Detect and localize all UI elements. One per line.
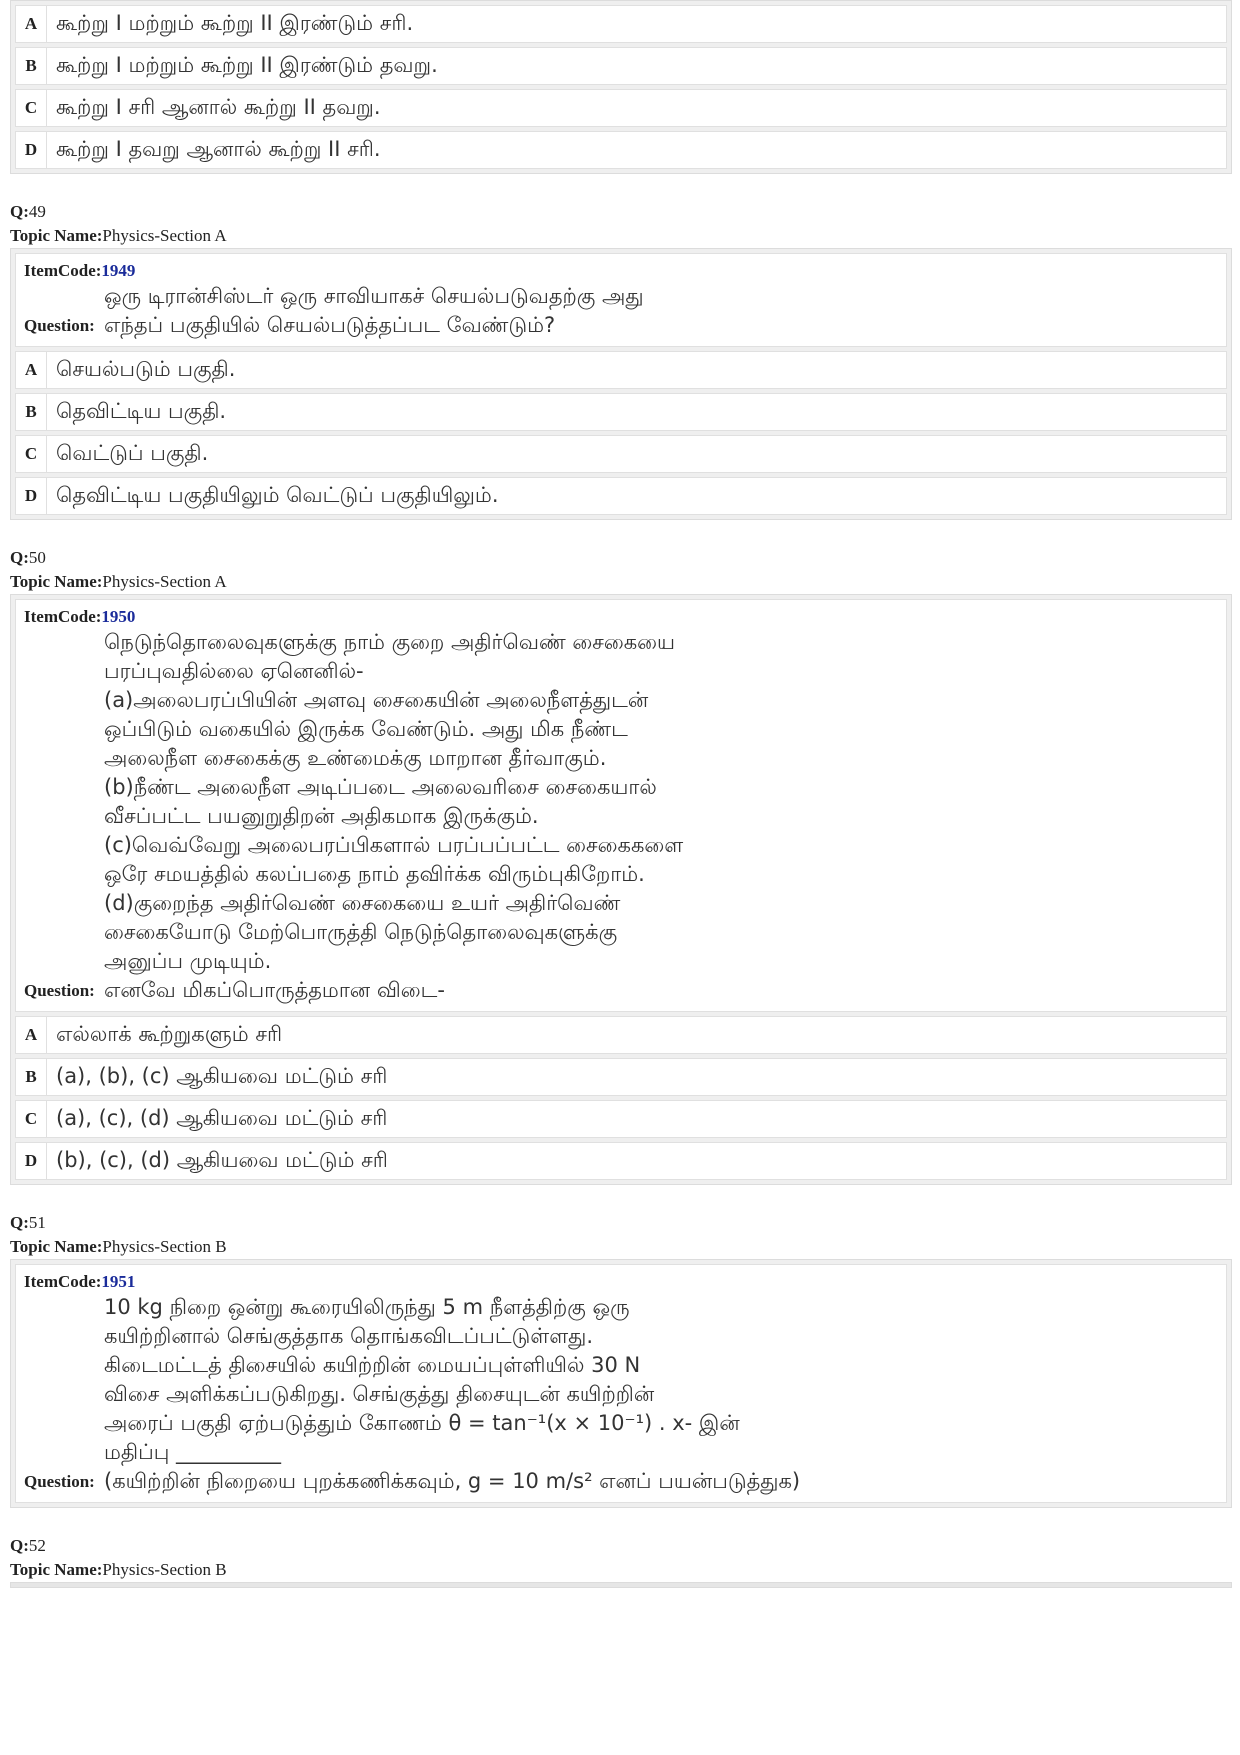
- question-panel: [10, 594, 1232, 1185]
- section-divider: [10, 1582, 1232, 1588]
- option-text: (b), (c), (d) ஆகியவை மட்டும் சரி: [56, 1147, 388, 1172]
- option-c[interactable]: [15, 1100, 1227, 1138]
- option-letter: D: [16, 132, 47, 168]
- question-panel: [10, 248, 1232, 520]
- option-b[interactable]: [15, 1058, 1227, 1096]
- option-b[interactable]: [15, 393, 1227, 431]
- option-letter: C: [16, 1101, 47, 1137]
- option-a[interactable]: [15, 351, 1227, 389]
- option-letter: D: [16, 1143, 47, 1179]
- question-box: [15, 599, 1227, 1012]
- option-text: கூற்று I சரி ஆனால் கூற்று II தவறு.: [56, 94, 381, 119]
- topic-name: Topic Name:Physics-Section B: [10, 1237, 227, 1256]
- question-number: Q:49: [10, 202, 46, 221]
- option-a[interactable]: [15, 1016, 1227, 1054]
- option-text: (a), (c), (d) ஆகியவை மட்டும் சரி: [56, 1105, 388, 1130]
- option-text: தெவிட்டிய பகுதி.: [56, 398, 227, 423]
- prev-question-options: [10, 0, 1232, 174]
- option-d[interactable]: [15, 477, 1227, 515]
- question-number: Q:52: [10, 1536, 46, 1555]
- option-text: (a), (b), (c) ஆகியவை மட்டும் சரி: [56, 1063, 388, 1088]
- question-label: Question:: [24, 981, 95, 1000]
- question-text: 10 kg நிறை ஒன்று கூரையிலிருந்து 5 m நீளத்திற்கு ஒரு கயிற்றினால் செங்குத்தாக தொங்கவிடப்பட்டுள்ளது. கிடைமட்டத் திசையில் கயிற்றின் மையப்புள்ளியில் 30 N விசை அளிக்கப்படுகிறது. செங்குத்து திசையுடன் கயிற்றின் அரைப் பகுதி ஏற்படுத்தும் கோணம் θ = tan⁻¹(x × 10⁻¹) . x- இன் மதிப்பு __________ (கயிற்றின் நிறையை புறக்கணிக்கவும், g = 10 m/s² எனப் பயன்படுத்துக): [104, 1295, 801, 1493]
- question-text: ஒரு டிரான்சிஸ்டர் ஒரு சாவியாகச் செயல்படுவதற்கு அது எந்தப் பகுதியில் செயல்படுத்தப்பட வேண்டும்?: [104, 284, 644, 337]
- question-panel: [10, 1259, 1232, 1508]
- question-label: Question:: [24, 1472, 95, 1491]
- item-code: ItemCode:1951: [24, 1272, 136, 1291]
- option-text: வெட்டுப் பகுதி.: [56, 440, 209, 465]
- page: [10, 0, 1232, 1588]
- option-b[interactable]: [15, 47, 1227, 85]
- topic-name: Topic Name:Physics-Section A: [10, 572, 227, 591]
- option-letter: C: [16, 90, 47, 126]
- question-box: [15, 253, 1227, 347]
- option-text: கூற்று I மற்றும் கூற்று II இரண்டும் தவறு.: [56, 52, 438, 77]
- topic-name: Topic Name:Physics-Section B: [10, 1560, 227, 1579]
- option-letter: B: [16, 48, 47, 84]
- option-text: எல்லாக் கூற்றுகளும் சரி: [56, 1021, 283, 1046]
- option-letter: A: [16, 1017, 47, 1053]
- option-c[interactable]: [15, 435, 1227, 473]
- question-text: நெடுந்தொலைவுகளுக்கு நாம் குறை அதிர்வெண் சைகையை பரப்புவதில்லை ஏனெனில்- (a)அலைபரப்பியின் அளவு சைகையின் அலைநீளத்துடன் ஒப்பிடும் வகையில் இருக்க வேண்டும். அது மிக நீண்ட அலைநீள சைகைக்கு உண்மைக்கு மாறான தீர்வாகும். (b)நீண்ட அலைநீள அடிப்படை அலைவரிசை சைகையால் வீசப்பட்ட பயனுறுதிறன் அதிகமாக இருக்கும். (c)வெவ்வேறு அலைபரப்பிகளால் பரப்பப்பட்ட சைகைகளை ஒரே சமயத்தில் கலப்பதை நாம் தவிர்க்க விரும்புகிறோம். (d)குறைந்த அதிர்வெண் சைகையை உயர் அதிர்வெண் சைகையோடு மேற்பொருத்தி நெடுந்தொலைவுகளுக்கு அனுப்ப முடியும். எனவே மிகப்பொருத்தமான விடை-: [104, 630, 684, 1002]
- option-text: கூற்று I மற்றும் கூற்று II இரண்டும் சரி.: [56, 10, 414, 35]
- question-number: Q:51: [10, 1213, 46, 1232]
- option-d[interactable]: [15, 1142, 1227, 1180]
- option-letter: D: [16, 478, 47, 514]
- option-letter: B: [16, 1059, 47, 1095]
- item-code: ItemCode:1950: [24, 607, 136, 626]
- option-text: கூற்று I தவறு ஆனால் கூற்று II சரி.: [56, 136, 381, 161]
- option-c[interactable]: [15, 89, 1227, 127]
- option-letter: A: [16, 6, 47, 42]
- option-d[interactable]: [15, 131, 1227, 169]
- option-letter: C: [16, 436, 47, 472]
- option-text: தெவிட்டிய பகுதியிலும் வெட்டுப் பகுதியிலும்.: [56, 482, 499, 507]
- question-box: [15, 1264, 1227, 1503]
- item-code: ItemCode:1949: [24, 261, 136, 280]
- topic-name: Topic Name:Physics-Section A: [10, 226, 227, 245]
- option-text: செயல்படும் பகுதி.: [56, 356, 236, 381]
- option-letter: A: [16, 352, 47, 388]
- option-a[interactable]: [15, 5, 1227, 43]
- question-number: Q:50: [10, 548, 46, 567]
- question-label: Question:: [24, 316, 95, 335]
- option-letter: B: [16, 394, 47, 430]
